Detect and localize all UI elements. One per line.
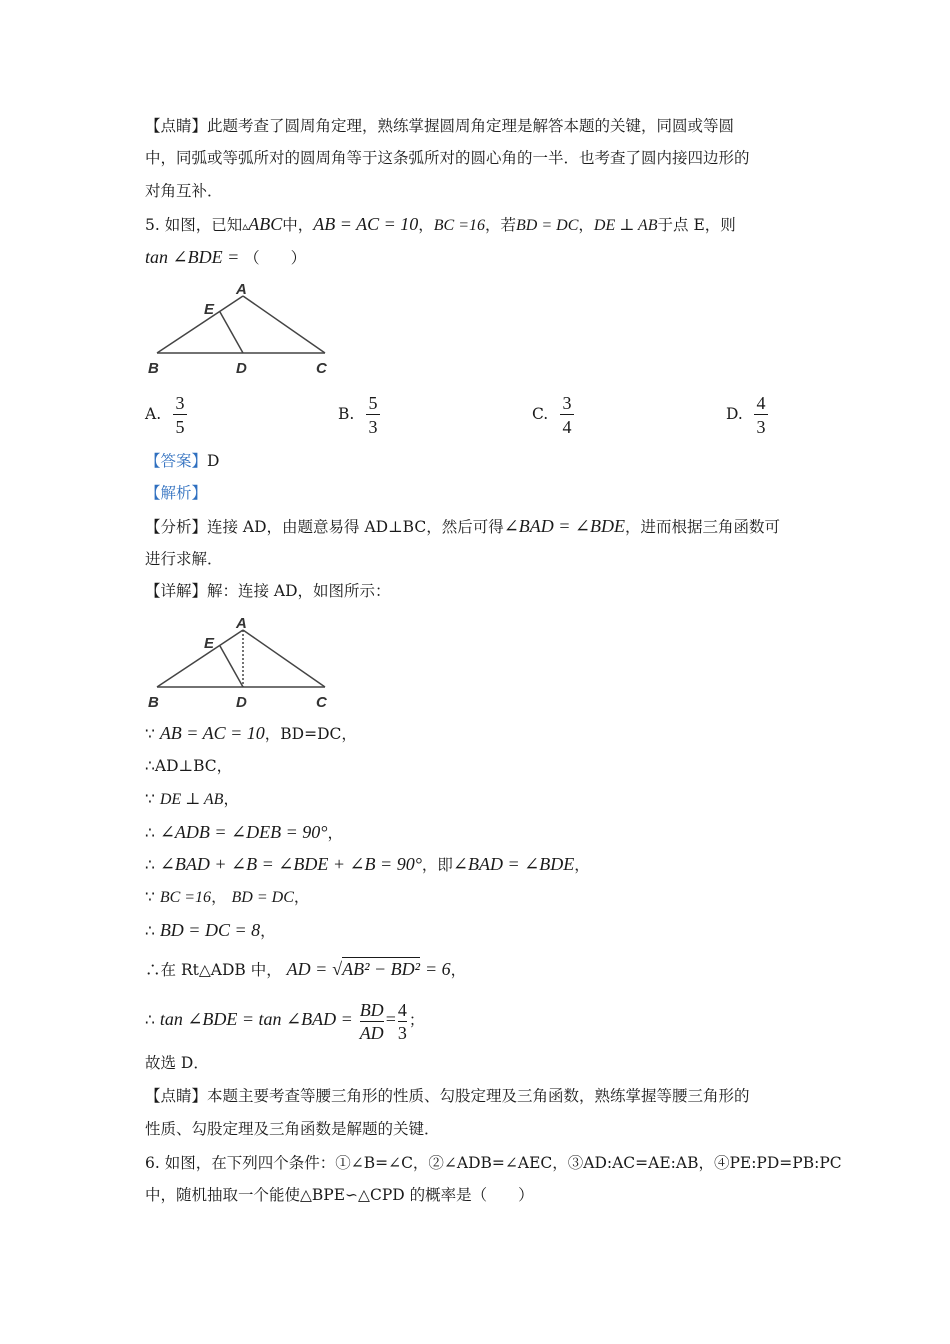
- step-8-radicand: AB² − BD²: [342, 959, 421, 979]
- option-d-fraction: [754, 393, 768, 437]
- step-4-rest: ，: [327, 824, 343, 842]
- label-e: E: [204, 301, 215, 318]
- step-4: [145, 821, 343, 844]
- label-d: D: [236, 360, 247, 377]
- option-c-num: 3: [560, 393, 574, 415]
- q5-stem-prefix: 5. 如图，已知: [145, 216, 243, 234]
- step-1-math: AB = AC = 10: [159, 723, 265, 743]
- because-symbol: ∵: [145, 725, 155, 743]
- step-6-rest: ，: [293, 888, 310, 906]
- prev-comment-line-3: 对角互补．: [145, 182, 223, 200]
- step-3: [145, 788, 239, 811]
- analysis-tag: 【解析】: [145, 484, 208, 502]
- label-e-2: E: [204, 635, 215, 652]
- therefore-symbol: ∴: [145, 824, 155, 842]
- q6-line-2: 中，随机抽取一个能使△BPE∽△CPD 的概率是（ ）: [145, 1186, 534, 1204]
- therefore-symbol: ∴: [145, 961, 161, 979]
- option-c-fraction: [560, 393, 574, 437]
- fenxi-line-1: [145, 515, 780, 538]
- label-b-2: B: [148, 694, 159, 711]
- q5-cond-4: DE ⊥ AB: [593, 217, 658, 234]
- fenxi-text-b: ，进而根据三角函数可: [625, 518, 781, 536]
- step-3-math: DE ⊥ AB: [159, 791, 224, 808]
- option-a-den: 5: [175, 417, 185, 437]
- step-5: [145, 853, 590, 876]
- triangle-symbol: ▵: [242, 219, 249, 233]
- answer-line: [145, 450, 219, 472]
- option-a-num: 3: [173, 393, 187, 415]
- q5-triangle-name: ABC: [248, 214, 283, 234]
- fenxi-line-2: 进行求解．: [145, 550, 223, 568]
- step-7-rest: ，: [260, 922, 276, 940]
- fraction-4-3: [398, 999, 407, 1044]
- fraction-bd-ad: [360, 999, 384, 1044]
- q5-answer-paren: （ ）: [244, 249, 307, 267]
- prev-comment-line-2: 中，同弧或等弧所对的圆周角等于这条弧所对的圆心角的一半．也考查了圆内接四边形的: [145, 149, 750, 167]
- step-9-rest: ；: [408, 1011, 425, 1029]
- therefore-symbol: ∴: [145, 757, 155, 775]
- option-d-den: 3: [756, 417, 766, 437]
- prev-comment-line-1: 【点睛】此题考查了圆周角定理，熟练掌握圆周角定理是解答本题的关键，同圆或等圆: [145, 117, 735, 135]
- dianjing-line-2: 性质、勾股定理及三角函数是解题的关键．: [145, 1120, 440, 1138]
- step-1-rest: ，BD=DC，: [264, 725, 357, 743]
- step-7-math: BD = DC = 8: [159, 920, 261, 940]
- q5-solution-figure: [140, 612, 340, 712]
- label-b: B: [148, 360, 159, 377]
- fraction-4-3-den: 3: [397, 1022, 407, 1043]
- label-c: C: [316, 360, 327, 377]
- q5-sep-2: ，若: [485, 216, 517, 234]
- option-b-fraction: [366, 393, 380, 437]
- option-a-label: A.: [145, 405, 162, 423]
- fraction-4-3-num: 4: [397, 999, 407, 1020]
- step-5-math: ∠BAD + ∠B = ∠BDE + ∠B = 90°: [159, 854, 422, 874]
- step-2: [145, 755, 232, 777]
- dianjing-line-1: 【点睛】本题主要考查等腰三角形的性质、勾股定理及三角函数，熟练掌握等腰三角形的: [145, 1087, 750, 1105]
- because-symbol: ∵: [145, 790, 155, 808]
- step-9: [145, 993, 424, 1045]
- step-8-rest: ，: [450, 961, 467, 979]
- option-b-den: 3: [368, 417, 378, 437]
- sqrt-sign: √: [332, 959, 343, 979]
- q5-sep-1: ，: [418, 216, 434, 234]
- detail-line: 【详解】解：连接 AD，如图所示：: [145, 582, 391, 600]
- q5-stem-suffix: 于点 E，则: [657, 216, 736, 234]
- segment-ed-2: [220, 646, 243, 687]
- fraction-bd-ad-den: AD: [359, 1022, 384, 1043]
- conclusion: 故选 D．: [145, 1054, 209, 1072]
- answer-value: D: [207, 452, 220, 470]
- fenxi-text-a: 【分析】连接 AD，由题意易得 AD⊥BC，然后可得: [145, 518, 504, 536]
- segment-ba: [157, 296, 243, 353]
- step-6-math-2: BD = DC: [231, 889, 294, 906]
- step-5-rest: ，: [574, 856, 590, 874]
- therefore-symbol: ∴: [145, 856, 155, 874]
- step-4-math: ∠ADB = ∠DEB = 90°: [159, 822, 328, 842]
- q5-cond-3: BD = DC: [516, 217, 579, 234]
- segment-ac-2: [243, 630, 325, 687]
- option-c-den: 4: [562, 417, 572, 437]
- q5-sep-3: ，: [578, 216, 594, 234]
- q5-cond-2: BC =16: [433, 217, 485, 234]
- step-9-lhs: tan ∠BDE = tan ∠BAD =: [159, 1009, 353, 1029]
- answer-tag: 【答案】: [145, 452, 208, 470]
- q5-tan-bde: tan ∠BDE =: [145, 247, 240, 267]
- option-a-fraction: [173, 393, 187, 437]
- fraction-bd-ad-num: BD: [359, 999, 384, 1020]
- option-b-label: B.: [338, 405, 355, 423]
- q5-zhong: 中，: [282, 216, 314, 234]
- step-6-math-1: BC =16: [159, 889, 212, 906]
- q5-stem-line-2: [145, 246, 306, 269]
- segment-ed: [220, 312, 243, 353]
- label-a: A: [236, 281, 247, 298]
- therefore-symbol: ∴: [145, 922, 155, 940]
- label-d-2: D: [236, 694, 247, 711]
- step-8-rhs: = 6: [424, 959, 451, 979]
- step-5-math-2: ∠BAD = ∠BDE: [452, 854, 575, 874]
- step-5-mid: ，即: [421, 856, 453, 874]
- option-d-label: D.: [726, 405, 743, 423]
- step-3-rest: ，: [223, 790, 239, 808]
- option-d-num: 4: [754, 393, 768, 415]
- label-c-2: C: [316, 694, 327, 711]
- segment-ba-2: [157, 630, 243, 687]
- option-b-num: 5: [366, 393, 380, 415]
- because-symbol: ∵: [145, 888, 155, 906]
- q5-figure: [140, 278, 340, 378]
- step-8-lhs: AD =: [286, 959, 328, 979]
- therefore-symbol: ∴: [145, 1011, 155, 1029]
- step-7: [145, 919, 276, 942]
- fenxi-math: ∠BAD = ∠BDE: [503, 516, 626, 536]
- step-8: [145, 958, 466, 981]
- step-8-text: 在 Rt△ADB 中，: [160, 961, 282, 979]
- segment-ac: [243, 296, 325, 353]
- step-9-eq: =: [385, 1009, 396, 1029]
- step-2-rest: AD⊥BC，: [154, 757, 233, 775]
- option-c-label: C.: [532, 405, 549, 423]
- q5-cond-1: AB = AC = 10: [313, 214, 419, 234]
- q5-stem-line-1: [145, 213, 736, 237]
- label-a-2: A: [236, 615, 247, 632]
- q6-line-1: 6. 如图，在下列四个条件：①∠B=∠C，②∠ADB=∠AEC，③AD:AC=AE:AB，④PE:PD=PB:PC: [145, 1154, 842, 1172]
- step-1: [145, 722, 357, 745]
- step-6-mid: ，: [211, 888, 227, 906]
- step-6: [145, 886, 309, 909]
